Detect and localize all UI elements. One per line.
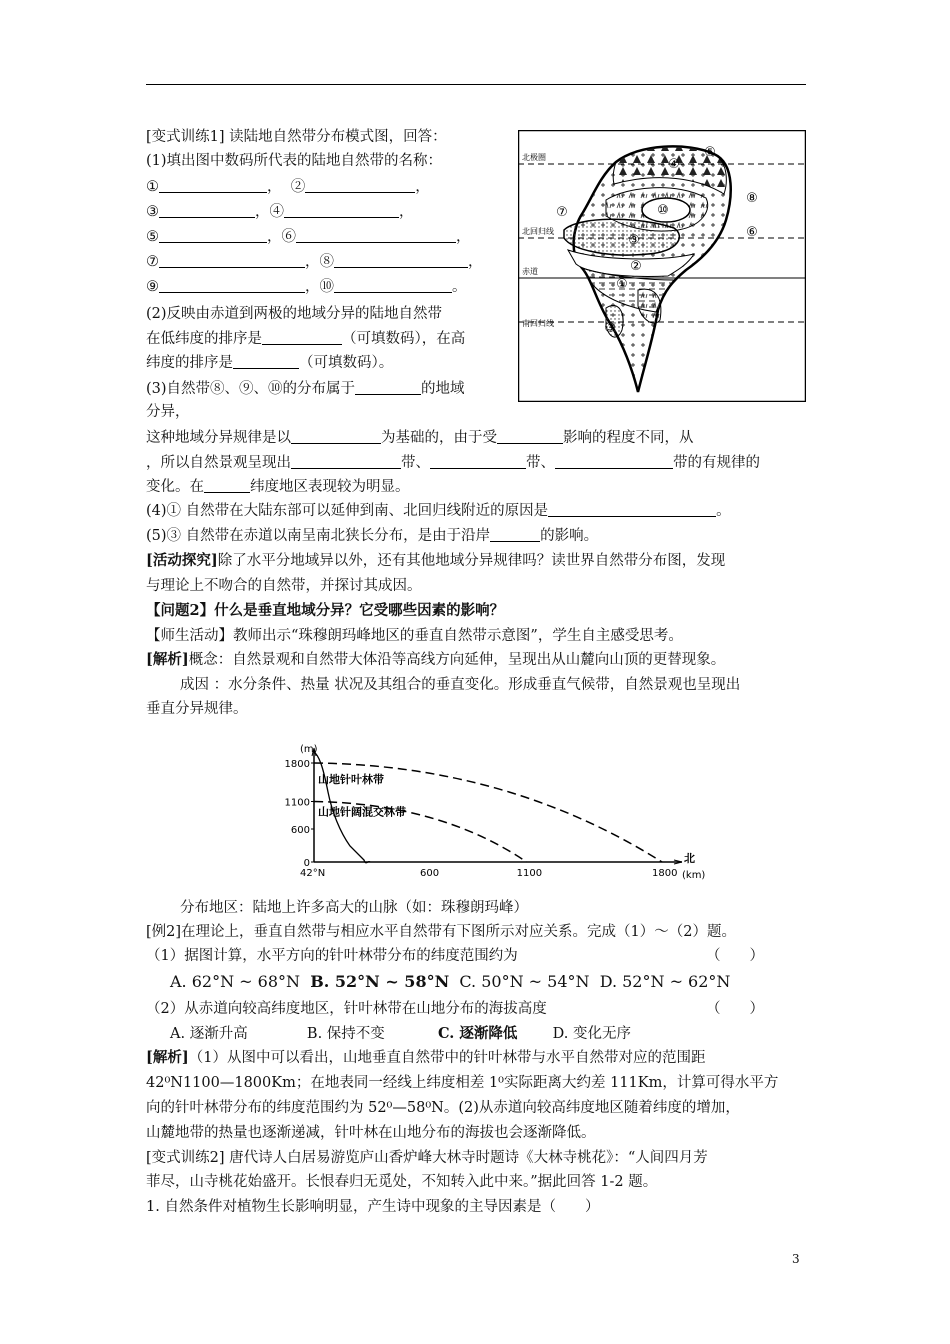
activity: [活动探究]除了水平分地域异以外，还有其他地域分异规律吗？读世界自然带分布图，发现: [146, 552, 726, 569]
answer-blank[interactable]: [430, 454, 526, 469]
training1-q3b: 分异，: [146, 404, 190, 420]
answer-blank[interactable]: [284, 203, 399, 218]
answer-blank[interactable]: [204, 478, 250, 493]
blank-row-4: ⑦ ，⑧ ，: [146, 254, 483, 270]
series-label: 山地针阔混交林带: [318, 805, 406, 819]
blank-row-5: ⑨ ，⑩ 。: [146, 279, 467, 295]
zone-label-10: ⑩: [657, 203, 669, 218]
series-label: 山地针叶林带: [318, 773, 384, 786]
training2-line1: [变式训练2] 唐代诗人白居易游览庐山香炉峰大林寺时题诗《大林寺桃花》：“人间四月芳: [146, 1150, 708, 1166]
example2-q1-paren: （ ）: [706, 948, 764, 964]
option-d[interactable]: D. 52°N ~ 62°N: [599, 972, 731, 991]
zone-label-8: ⑧: [746, 191, 758, 206]
x-label: 北: [684, 852, 695, 865]
training2-q1: 1. 自然条件对植物生长影响明显，产生诗中现象的主导因素是（ ）: [146, 1199, 600, 1215]
x-unit: (km): [682, 870, 706, 881]
training1-q5: (5)③ 自然带在赤道以南呈南北狭长分布，是由于沿岸 的影响。: [146, 528, 599, 544]
equator-label: 赤道: [522, 267, 538, 276]
arctic-label: 北极圈: [522, 153, 546, 162]
blank-row-2: ③ ，④ ，: [146, 204, 414, 220]
analysis2-line1: [解析]（1）从图中可以看出，山地垂直自然带中的针叶林带与水平自然带对应的范围距: [146, 1049, 706, 1066]
zone-label-6: ⑥: [746, 225, 758, 240]
zone-label-5: ⑤: [704, 145, 716, 160]
zone-label-3b: ③: [604, 321, 616, 336]
example2-q2-options: [170, 1024, 631, 1044]
option-a[interactable]: A. 62°N ~ 68°N: [170, 972, 301, 991]
training1-q3d: ，所以自然景观呈现出 带、 带、 带的有规律的: [146, 455, 760, 471]
option-d[interactable]: D. 变化无序: [552, 1026, 631, 1042]
x-tick-label: 42°N: [300, 868, 326, 879]
training1-q2c: 纬度的排序是 （可填数码）。: [146, 355, 394, 371]
answer-blank[interactable]: [555, 454, 673, 469]
training1-q3a: (3)自然带⑧、⑨、⑩的分布属于 的地域: [146, 381, 465, 397]
vertical-zone-chart: [270, 742, 710, 887]
zone-label-1: ①: [616, 277, 628, 292]
answer-blank[interactable]: [262, 330, 342, 345]
training1-q4: (4)① 自然带在大陆东部可以延伸到南、北回归线附近的原因是 。: [146, 503, 731, 519]
zone-label-3: ③: [628, 233, 640, 248]
training1-q3c: 这种地域分异规律是以 为基础的，由于受 影响的程度不同，从: [146, 430, 694, 446]
training2-line2: 菲尽，山寺桃花始盛开。长恨春归无觅处，不知转入此中来。”据此回答 1-2 题。: [146, 1174, 658, 1190]
answer-blank[interactable]: [490, 527, 540, 542]
y-tick-label: 600: [290, 825, 310, 836]
answer-blank[interactable]: [355, 380, 421, 395]
answer-blank[interactable]: [334, 278, 452, 293]
answer-blank[interactable]: [296, 228, 456, 243]
activity-line2: 与理论上不吻合的自然带，并探讨其成因。: [146, 578, 422, 594]
answer-blank[interactable]: [497, 429, 563, 444]
example2-q2-paren: （ ）: [706, 1001, 764, 1017]
training1-title: [变式训练1] 读陆地自然带分布模式图，回答：: [146, 129, 447, 145]
y-tick-label: 1100: [284, 797, 310, 809]
y-unit: (m): [300, 744, 318, 755]
analysis2-line2: 42⁰N1100—1800Km；在地表同一经线上纬度相差 1⁰实际距离大约差 111Km，计算可得水平方: [146, 1075, 779, 1091]
answer-blank[interactable]: [291, 454, 401, 469]
teacher-activity: 【师生活动】教师出示“珠穆朗玛峰地区的垂直自然带示意图”，学生自主感受思考。: [146, 628, 683, 644]
answer-blank[interactable]: [305, 178, 415, 193]
option-c[interactable]: C. 逐渐降低: [438, 1025, 518, 1042]
page-number: 3: [792, 1252, 800, 1266]
option-b[interactable]: B. 保持不变: [306, 1026, 385, 1042]
distribution: 分布地区：陆地上许多高大的山脉（如：珠穆朗玛峰）: [180, 900, 528, 916]
x-tick-label: 1100: [516, 868, 543, 879]
answer-blank[interactable]: [334, 253, 468, 268]
answer-blank[interactable]: [159, 203, 255, 218]
natural-zone-diagram: [518, 130, 806, 402]
training1-q2b: 在低纬度的排序是 （可填数码），在高: [146, 331, 466, 347]
option-c[interactable]: C. 50°N ~ 54°N: [459, 972, 590, 991]
answer-blank[interactable]: [159, 178, 267, 193]
answer-blank[interactable]: [159, 278, 305, 293]
zone-label-7: ⑦: [556, 205, 568, 220]
blank-row-1: ① ， ② ，: [146, 179, 430, 195]
option-a[interactable]: A. 逐渐升高: [170, 1026, 248, 1042]
answer-blank[interactable]: [159, 228, 267, 243]
header-rule: [146, 84, 806, 85]
analysis1-cause2: 垂直分异规律。: [146, 701, 248, 717]
option-b[interactable]: B. 52°N ~ 58°N: [310, 972, 450, 991]
analysis1-concept: [解析]概念：自然景观和自然带大体沿等高线方向延伸，呈现出从山麓向山顶的更替现象。: [146, 651, 726, 668]
y-tick-label: 0: [303, 858, 310, 869]
answer-blank[interactable]: [159, 253, 305, 268]
analysis2-line3: 向的针叶林带分布的纬度范围约为 52⁰—58⁰N。(2)从赤道向较高纬度地区随着纬度的增加，: [146, 1100, 740, 1116]
answer-blank[interactable]: [291, 429, 381, 444]
zone-label-4: ④: [668, 157, 680, 172]
blank-row-3: ⑤ ，⑥ ，: [146, 229, 471, 245]
analysis2-line4: 山麓地带的热量也逐渐递减，针叶林在山地分布的海拔也会逐渐降低。: [146, 1125, 596, 1141]
training1-q1: (1)填出图中数码所代表的陆地自然带的名称：: [146, 153, 443, 169]
x-tick-label: 600: [420, 868, 440, 879]
question2-heading: 【问题2】什么是垂直地域分异？它受哪些因素的影响？: [146, 602, 505, 619]
answer-blank[interactable]: [548, 502, 716, 517]
example2-q2: （2）从赤道向较高纬度地区，针叶林带在山地分布的海拔高度: [146, 1001, 547, 1017]
example2-q1: （1）据图计算，水平方向的针叶林带分布的纬度范围约为: [146, 948, 518, 964]
training1-q2a: (2)反映由赤道到两极的地域分异的陆地自然带: [146, 306, 443, 322]
capricorn-label: 南回归线: [522, 319, 554, 328]
y-tick-label: 1800: [284, 759, 310, 770]
zone-label-2: ②: [630, 259, 642, 274]
training1-q3e: 变化。在 纬度地区表现较为明显。: [146, 479, 410, 495]
cancer-label: 北回归线: [522, 227, 554, 236]
analysis1-cause: 成因 ：水分条件、热量 状况及其组合的垂直变化。形成垂直气候带，自然景观也呈现出: [180, 677, 741, 693]
x-tick-label: 1800: [652, 868, 678, 879]
example2-q1-options: [170, 972, 730, 992]
example2-title: [例2]在理论上，垂直自然带与相应水平自然带有下图所示对应关系。完成（1）～（2）题。: [146, 924, 736, 940]
answer-blank[interactable]: [233, 354, 299, 369]
